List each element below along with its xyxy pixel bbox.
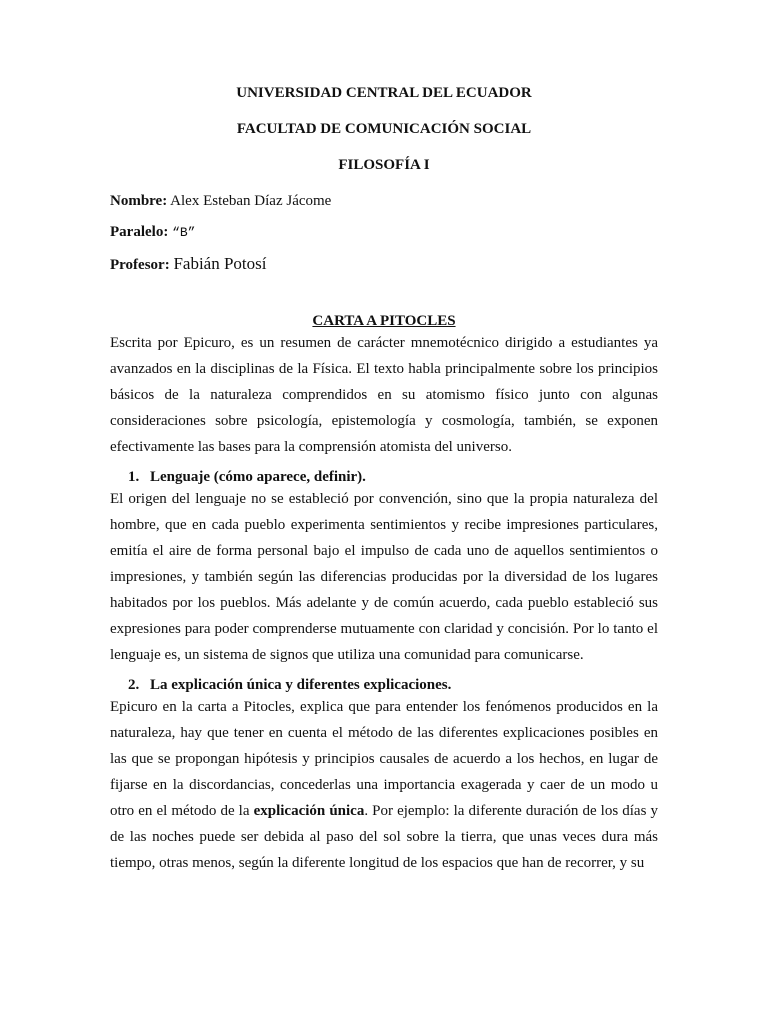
section-paragraph-1: El origen del lenguaje no se estableció por convención, sino que la propia naturaleza del hombre, que en cada pueblo experimenta sentimientos y recibe impresiones particulares, emitía el aire de forma personal bajo el impulso de cada uno de aquellos sentimientos o impresiones, y también según las diferencias producidas por la diversidad de los lugares habitados por los pueblos. Más adelante y de común acuerdo, cada pueblo estableció sus expresiones para poder comprenderse mutuamente con claridad y concisión. Por lo tanto el lenguaje es, un sistema de signos que utiliza una comunidad para comunicarse.: [110, 491, 658, 663]
section-heading-2: [110, 676, 658, 694]
faculty-title: FACULTAD DE COMUNICACIÓN SOCIAL: [236, 121, 532, 137]
section-number-2: 2.: [128, 677, 140, 693]
name-value: Alex Esteban Díaz Jácome: [170, 193, 332, 209]
section-text-bold-2: explicación única: [253, 803, 365, 819]
course-title: FILOSOFÍA I: [338, 157, 430, 173]
section-text-before-2: Epicuro en la carta a Pitocles, explica que para entender los fenómenos producidos en la naturaleza, hay que tener en cuenta el método de las diferentes explicaciones posibles en las que se propongan hipótesis y principios causales de acuerdo a los hechos, en lugar de fijarse en la discordancias, concederlas una importancia exagerada y caer de un modo u otro en el método de la: [110, 699, 658, 819]
section-number-1: 1.: [128, 469, 140, 485]
paralelo-label: Paralelo:: [110, 224, 169, 240]
profesor-label: Profesor:: [110, 257, 170, 273]
profesor-field: [110, 255, 658, 274]
university-title: UNIVERSIDAD CENTRAL DEL ECUADOR: [236, 85, 532, 101]
paralelo-field: [110, 223, 658, 242]
section-paragraph-2: [110, 694, 658, 876]
section-heading-text-2: La explicación única y diferentes explicaciones.: [150, 677, 452, 693]
name-field: [110, 192, 658, 210]
intro-paragraph: Escrita por Epicuro, es un resumen de carácter mnemotécnico dirigido a estudiantes ya avanzados en la disciplinas de la Física. El texto habla principalmente sobre los principios básicos de la naturaleza comprendidos en su atomismo físico junto con algunas consideraciones sobre psicología, epistemología y cosmología, también, se exponen efectivamente las bases para la comprensión atomista del universo.: [110, 335, 658, 455]
profesor-value: Fabián Potosí: [173, 254, 267, 273]
section-heading-text-1: Lenguaje (cómo aparece, definir).: [150, 469, 366, 485]
paralelo-value: “B”: [172, 225, 196, 240]
document-title: CARTA A PITOCLES: [312, 313, 456, 329]
name-label: Nombre:: [110, 193, 168, 209]
section-text-after-2: . Por ejemplo: la diferente duración de los días y de las noches puede ser debida al paso del sol sobre la tierra, que unas veces dura más tiempo, otras menos, según la diferente longitud de los espacios que han de recorrer, y su: [110, 803, 659, 871]
section-heading-1: [110, 468, 658, 486]
